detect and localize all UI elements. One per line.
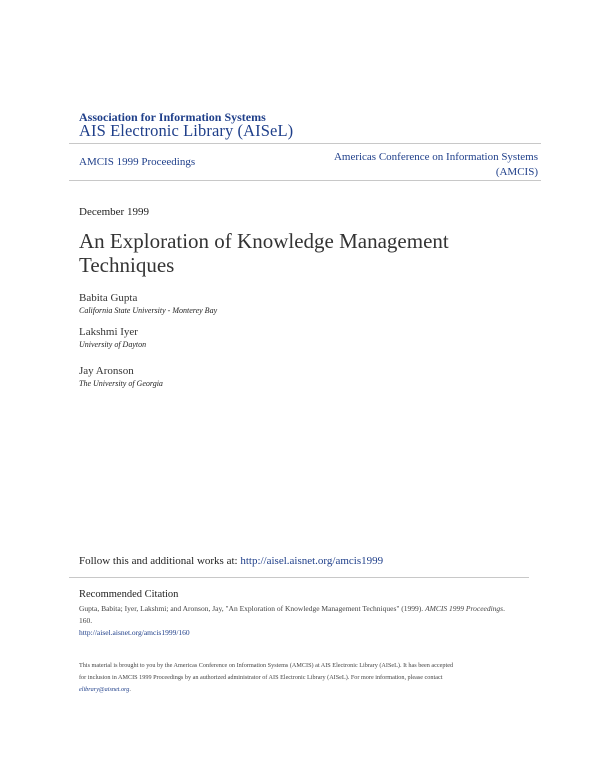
- footer-line-2: for inclusion in AMCIS 1999 Proceedings by an authorized administrator of AIS Electronic Library (AISeL). For more information, please contact: [79, 674, 443, 681]
- title-line-2: Techniques: [79, 253, 175, 277]
- footer-notice: [79, 660, 539, 696]
- citation-body: Gupta, Babita; Iyer, Lakshmi; and Aronson, Jay, "An Exploration of Knowledge Management Techniques" (1999).: [79, 604, 426, 613]
- author-name: Jay Aronson: [79, 365, 134, 377]
- author-affiliation: University of Dayton: [79, 340, 147, 349]
- header-divider: [69, 180, 541, 181]
- title-line-1: An Exploration of Knowledge Management: [79, 229, 449, 253]
- footer-period: .: [129, 686, 131, 693]
- author-name: Babita Gupta: [79, 292, 138, 304]
- citation-number: . 160.: [79, 604, 505, 625]
- conference-link[interactable]: [334, 150, 538, 180]
- citation-text: [79, 603, 519, 639]
- author-affiliation: The University of Georgia: [79, 379, 163, 388]
- footer-line-1: This material is brought to you by the Americas Conference on Information Systems (AMCIS) at AIS Electronic Library (AISeL). It has been accepted: [79, 662, 454, 669]
- follow-text: Follow this and additional works at:: [79, 555, 241, 567]
- top-divider: [69, 143, 541, 144]
- author-affiliation: California State University - Monterey Bay: [79, 306, 218, 315]
- library-name[interactable]: AIS Electronic Library (AISeL): [79, 121, 294, 140]
- publication-date: December 1999: [79, 206, 149, 218]
- author-name: Lakshmi Iyer: [79, 326, 138, 338]
- follow-statement: [79, 555, 383, 567]
- conference-line-2: (AMCIS): [495, 166, 538, 178]
- conference-line-1: Americas Conference on Information Systems: [333, 151, 538, 163]
- citation-link[interactable]: http://aisel.aisnet.org/amcis1999/160: [79, 628, 190, 637]
- citation-journal: AMCIS 1999 Proceedings: [425, 604, 504, 613]
- contact-email-link[interactable]: elibrary@aisnet.org: [79, 686, 130, 693]
- citation-heading: Recommended Citation: [79, 589, 179, 600]
- citation-divider: [69, 577, 529, 578]
- paper-title: [79, 229, 539, 277]
- collection-link[interactable]: http://aisel.aisnet.org/amcis1999: [240, 555, 384, 567]
- association-name: Association for Information Systems: [79, 110, 266, 124]
- proceedings-link[interactable]: AMCIS 1999 Proceedings: [79, 156, 196, 168]
